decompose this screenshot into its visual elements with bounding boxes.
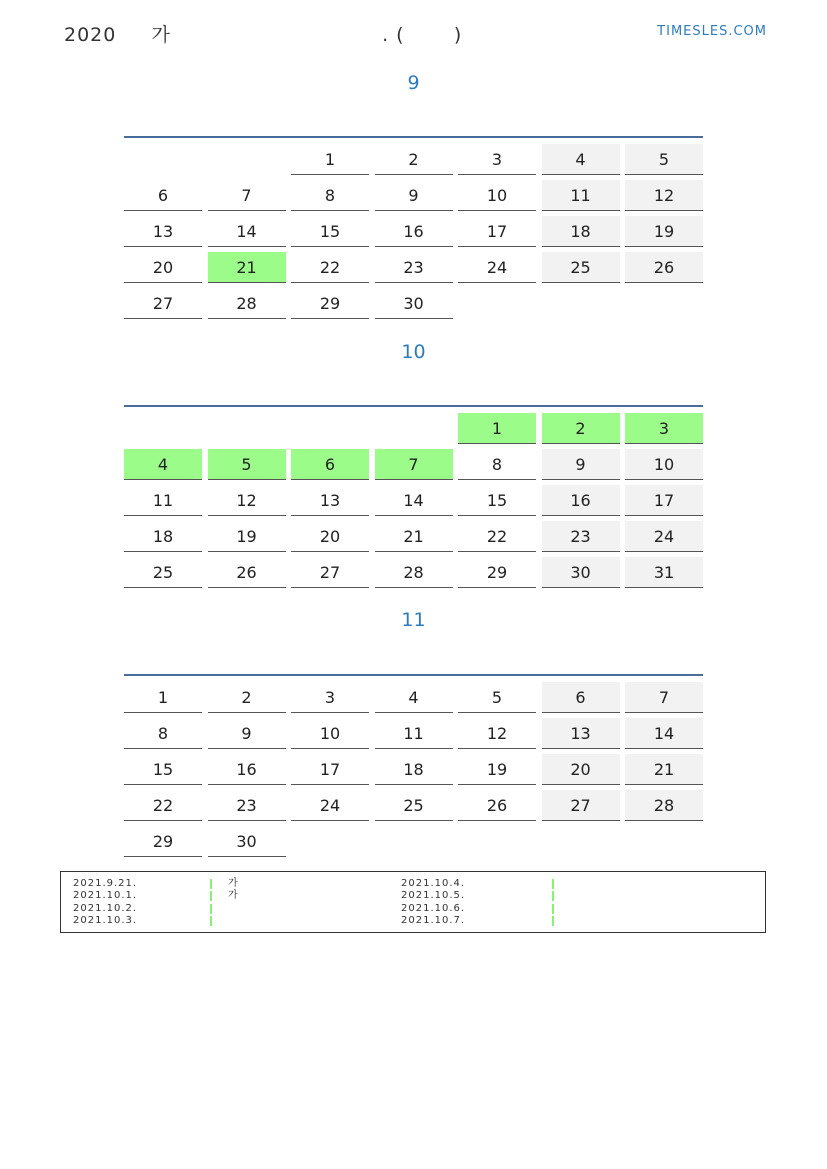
day-cell: 7 <box>625 682 703 713</box>
day-cell: 29 <box>458 557 536 588</box>
day-cell: 17 <box>291 754 369 785</box>
day-cell: 26 <box>625 252 703 283</box>
day-cell: 14 <box>208 216 286 247</box>
day-cell: 26 <box>458 790 536 821</box>
calendar-november <box>124 674 703 851</box>
day-cell: 10 <box>458 180 536 211</box>
legend-date: 2021.10.3. <box>73 915 138 926</box>
day-cell: 16 <box>375 216 453 247</box>
day-cell: 13 <box>542 718 620 749</box>
day-cell: 4 <box>375 682 453 713</box>
day-cell: 11 <box>542 180 620 211</box>
day-cell: 14 <box>625 718 703 749</box>
day-cell: 21 <box>208 252 286 283</box>
day-cell: 25 <box>124 557 202 588</box>
day-cell: 23 <box>542 521 620 552</box>
day-cell: 6 <box>291 449 369 480</box>
legend-date: 2021.10.7. <box>401 915 466 926</box>
month-title-october: 10 <box>401 341 426 363</box>
day-cell: 8 <box>124 718 202 749</box>
day-cell: 22 <box>124 790 202 821</box>
day-cell: 2 <box>375 144 453 175</box>
calendar-top-rule <box>124 405 703 407</box>
day-cell: 6 <box>542 682 620 713</box>
legend-date: 2021.9.21. <box>73 878 138 889</box>
calendar-top-rule <box>124 136 703 138</box>
calendar-top-rule <box>124 674 703 676</box>
legend-marker <box>552 916 554 926</box>
day-cell: 15 <box>458 485 536 516</box>
legend-marker <box>210 904 212 914</box>
day-cell: 19 <box>208 521 286 552</box>
day-cell: 30 <box>375 288 453 319</box>
day-cell: 2 <box>542 413 620 444</box>
day-cell: 8 <box>291 180 369 211</box>
day-cell: 9 <box>208 718 286 749</box>
day-cell: 2 <box>208 682 286 713</box>
day-cell: 10 <box>291 718 369 749</box>
day-cell: 28 <box>375 557 453 588</box>
legend-holiday-name: 가 <box>228 890 238 901</box>
legend-marker <box>210 916 212 926</box>
day-cell: 27 <box>291 557 369 588</box>
day-cell: 18 <box>124 521 202 552</box>
day-cell: 18 <box>542 216 620 247</box>
day-cell: 18 <box>375 754 453 785</box>
day-cell: 20 <box>542 754 620 785</box>
day-cell: 28 <box>625 790 703 821</box>
day-cell: 24 <box>458 252 536 283</box>
day-cell: 17 <box>458 216 536 247</box>
day-cell: 21 <box>375 521 453 552</box>
day-cell: 3 <box>458 144 536 175</box>
page-title: 2020 가 . ( ) <box>64 24 463 46</box>
day-cell: 19 <box>458 754 536 785</box>
day-cell: 27 <box>542 790 620 821</box>
day-cell: 31 <box>625 557 703 588</box>
day-cell: 15 <box>124 754 202 785</box>
legend-holiday-name: 가 <box>228 878 238 889</box>
legend-marker <box>210 879 212 889</box>
day-cell: 3 <box>291 682 369 713</box>
legend-marker <box>552 891 554 901</box>
day-cell: 7 <box>208 180 286 211</box>
day-cell: 25 <box>542 252 620 283</box>
day-cell: 23 <box>375 252 453 283</box>
day-cell: 1 <box>458 413 536 444</box>
legend-date: 2021.10.5. <box>401 890 466 901</box>
day-cell: 21 <box>625 754 703 785</box>
day-cell: 23 <box>208 790 286 821</box>
day-cell: 19 <box>625 216 703 247</box>
day-cell: 22 <box>291 252 369 283</box>
month-title-september: 9 <box>407 72 420 94</box>
day-cell: 16 <box>208 754 286 785</box>
month-title-november: 11 <box>401 609 426 631</box>
legend-marker <box>552 879 554 889</box>
day-cell: 7 <box>375 449 453 480</box>
day-cell: 11 <box>124 485 202 516</box>
day-cell: 24 <box>291 790 369 821</box>
day-cell: 9 <box>375 180 453 211</box>
day-cell: 20 <box>124 252 202 283</box>
day-cell: 4 <box>542 144 620 175</box>
day-cell: 6 <box>124 180 202 211</box>
legend-date: 2021.10.6. <box>401 903 466 914</box>
day-cell: 29 <box>291 288 369 319</box>
day-cell: 5 <box>625 144 703 175</box>
day-cell: 27 <box>124 288 202 319</box>
legend-date: 2021.10.2. <box>73 903 138 914</box>
day-cell: 8 <box>458 449 536 480</box>
calendar-september <box>124 136 703 313</box>
day-cell: 13 <box>291 485 369 516</box>
holiday-legend <box>60 871 766 933</box>
calendar-october <box>124 405 703 582</box>
day-cell: 28 <box>208 288 286 319</box>
day-cell: 4 <box>124 449 202 480</box>
day-cell: 22 <box>458 521 536 552</box>
legend-marker <box>552 904 554 914</box>
day-cell: 15 <box>291 216 369 247</box>
site-name[interactable]: TIMESLES.COM <box>657 24 767 39</box>
day-cell: 12 <box>625 180 703 211</box>
day-cell: 20 <box>291 521 369 552</box>
day-cell: 17 <box>625 485 703 516</box>
day-cell: 30 <box>208 826 286 857</box>
day-cell: 30 <box>542 557 620 588</box>
day-cell: 11 <box>375 718 453 749</box>
day-cell: 29 <box>124 826 202 857</box>
day-cell: 9 <box>542 449 620 480</box>
day-cell: 24 <box>625 521 703 552</box>
day-cell: 5 <box>458 682 536 713</box>
legend-marker <box>210 891 212 901</box>
day-cell: 13 <box>124 216 202 247</box>
day-cell: 5 <box>208 449 286 480</box>
day-cell: 1 <box>291 144 369 175</box>
day-cell: 10 <box>625 449 703 480</box>
day-cell: 12 <box>458 718 536 749</box>
day-cell: 12 <box>208 485 286 516</box>
day-cell: 25 <box>375 790 453 821</box>
day-cell: 3 <box>625 413 703 444</box>
day-cell: 16 <box>542 485 620 516</box>
day-cell: 26 <box>208 557 286 588</box>
day-cell: 14 <box>375 485 453 516</box>
legend-date: 2021.10.1. <box>73 890 138 901</box>
legend-date: 2021.10.4. <box>401 878 466 889</box>
day-cell: 1 <box>124 682 202 713</box>
